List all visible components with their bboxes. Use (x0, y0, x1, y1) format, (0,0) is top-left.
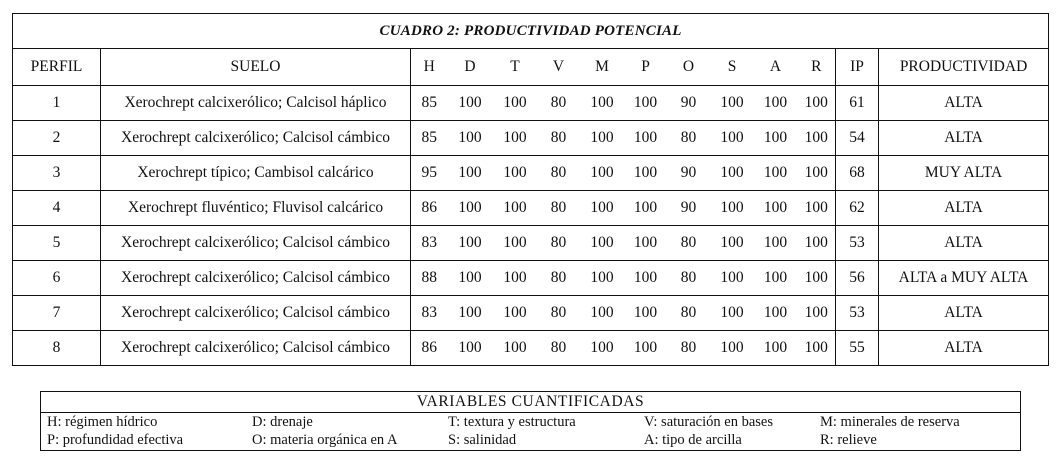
cell-productividad: ALTA (879, 121, 1049, 156)
table-row (13, 86, 1049, 121)
cell-var-value: 100 (798, 191, 836, 226)
cell-var-value: 100 (798, 86, 836, 121)
cell-var-value: 100 (493, 121, 538, 156)
cell-var-value: 100 (448, 331, 493, 366)
cell-var-value: 100 (448, 261, 493, 296)
header-var: H (411, 49, 448, 86)
cell-var-value: 100 (754, 121, 798, 156)
cell-var-value: 100 (625, 261, 667, 296)
cell-var-value: 80 (667, 261, 711, 296)
cell-ip: 53 (836, 296, 879, 331)
cell-ip: 62 (836, 191, 879, 226)
legend-item: T: textura y estructura (448, 414, 576, 430)
header-productividad: PRODUCTIVIDAD (879, 49, 1049, 86)
table-row (13, 296, 1049, 331)
cell-var-value: 100 (625, 296, 667, 331)
cell-var-value: 100 (754, 226, 798, 261)
cell-var-value: 85 (411, 86, 448, 121)
cell-var-value: 100 (798, 226, 836, 261)
cell-ip: 53 (836, 226, 879, 261)
legend-item: P: profundidad efectiva (47, 432, 184, 448)
cell-var-value: 80 (667, 331, 711, 366)
cell-var-value: 100 (580, 156, 625, 191)
cell-var-value: 100 (448, 191, 493, 226)
cell-var-value: 100 (580, 261, 625, 296)
cell-productividad: ALTA (879, 191, 1049, 226)
header-var: T (493, 49, 538, 86)
cell-perfil: 1 (13, 86, 101, 121)
table-row (13, 121, 1049, 156)
cell-suelo: Xerochrept calcixerólico; Calcisol cámbico (101, 331, 411, 366)
table-row (13, 261, 1049, 296)
cell-var-value: 100 (798, 156, 836, 191)
cell-var-value: 80 (667, 226, 711, 261)
cell-var-value: 100 (493, 191, 538, 226)
cell-var-value: 100 (448, 156, 493, 191)
cell-var-value: 100 (754, 191, 798, 226)
cell-var-value: 80 (538, 331, 580, 366)
cell-suelo: Xerochrept típico; Cambisol calcárico (101, 156, 411, 191)
legend-grid (41, 413, 1020, 450)
cell-var-value: 80 (538, 121, 580, 156)
cell-var-value: 100 (580, 86, 625, 121)
cell-productividad: MUY ALTA (879, 156, 1049, 191)
header-var: P (625, 49, 667, 86)
legend-item: O: materia orgánica en A (252, 432, 398, 448)
cell-productividad: ALTA a MUY ALTA (879, 261, 1049, 296)
cell-suelo: Xerochrept calcixerólico; Calcisol cámbico (101, 121, 411, 156)
cell-var-value: 86 (411, 331, 448, 366)
cell-var-value: 100 (580, 121, 625, 156)
cell-var-value: 100 (711, 296, 754, 331)
header-var: S (711, 49, 754, 86)
cell-perfil: 8 (13, 331, 101, 366)
cell-var-value: 100 (448, 121, 493, 156)
table-row (13, 331, 1049, 366)
cell-var-value: 100 (448, 226, 493, 261)
productivity-table (12, 13, 1049, 366)
cell-var-value: 100 (580, 226, 625, 261)
cell-var-value: 100 (493, 226, 538, 261)
cell-perfil: 3 (13, 156, 101, 191)
cell-var-value: 100 (711, 331, 754, 366)
cell-var-value: 90 (667, 191, 711, 226)
cell-var-value: 100 (493, 156, 538, 191)
legend-item: A: tipo de arcilla (644, 432, 742, 448)
cell-var-value: 100 (625, 331, 667, 366)
cell-suelo: Xerochrept calcixerólico; Calcisol cámbico (101, 226, 411, 261)
cell-var-value: 100 (493, 331, 538, 366)
cell-var-value: 100 (625, 156, 667, 191)
header-var: D (448, 49, 493, 86)
table-title: CUADRO 2: PRODUCTIVIDAD POTENCIAL (13, 14, 1049, 49)
table-row (13, 191, 1049, 226)
cell-productividad: ALTA (879, 296, 1049, 331)
cell-ip: 55 (836, 331, 879, 366)
legend-title: VARIABLES CUANTIFICADAS (41, 392, 1020, 413)
cell-perfil: 7 (13, 296, 101, 331)
cell-var-value: 100 (493, 86, 538, 121)
cell-suelo: Xerochrept calcixerólico; Calcisol cámbico (101, 296, 411, 331)
cell-ip: 56 (836, 261, 879, 296)
cell-var-value: 100 (754, 86, 798, 121)
cell-var-value: 100 (754, 296, 798, 331)
table-row (13, 156, 1049, 191)
cell-var-value: 80 (538, 296, 580, 331)
cell-var-value: 90 (667, 86, 711, 121)
cell-var-value: 100 (625, 226, 667, 261)
cell-var-value: 95 (411, 156, 448, 191)
cell-var-value: 100 (580, 191, 625, 226)
cell-suelo: Xerochrept calcixerólico; Calcisol háplico (101, 86, 411, 121)
cell-var-value: 100 (798, 121, 836, 156)
cell-var-value: 86 (411, 191, 448, 226)
cell-var-value: 100 (711, 86, 754, 121)
cell-productividad: ALTA (879, 86, 1049, 121)
cell-productividad: ALTA (879, 331, 1049, 366)
header-var: M (580, 49, 625, 86)
cell-var-value: 80 (538, 261, 580, 296)
cell-var-value: 100 (711, 191, 754, 226)
cell-var-value: 100 (711, 226, 754, 261)
cell-var-value: 80 (667, 296, 711, 331)
cell-var-value: 100 (448, 86, 493, 121)
cell-var-value: 80 (538, 191, 580, 226)
cell-var-value: 100 (711, 156, 754, 191)
cell-perfil: 6 (13, 261, 101, 296)
cell-var-value: 100 (798, 296, 836, 331)
legend-item: M: minerales de reserva (820, 414, 960, 430)
legend-item: R: relieve (820, 432, 877, 448)
cell-suelo: Xerochrept calcixerólico; Calcisol cámbico (101, 261, 411, 296)
cell-var-value: 90 (667, 156, 711, 191)
cell-var-value: 100 (493, 296, 538, 331)
header-ip: IP (836, 49, 879, 86)
cell-var-value: 100 (798, 261, 836, 296)
legend-item: H: régimen hídrico (47, 414, 158, 430)
cell-ip: 68 (836, 156, 879, 191)
cell-var-value: 100 (493, 261, 538, 296)
cell-productividad: ALTA (879, 226, 1049, 261)
header-perfil: PERFIL (13, 49, 101, 86)
header-row (13, 49, 1049, 86)
cell-var-value: 100 (625, 121, 667, 156)
cell-perfil: 4 (13, 191, 101, 226)
cell-var-value: 100 (711, 121, 754, 156)
header-var: V (538, 49, 580, 86)
header-var: O (667, 49, 711, 86)
cell-var-value: 83 (411, 226, 448, 261)
cell-var-value: 80 (538, 86, 580, 121)
cell-var-value: 100 (754, 331, 798, 366)
legend-item: S: salinidad (448, 432, 517, 448)
legend-item: V: saturación en bases (644, 414, 773, 430)
table-row (13, 226, 1049, 261)
legend-item: D: drenaje (252, 414, 313, 430)
cell-perfil: 2 (13, 121, 101, 156)
cell-var-value: 88 (411, 261, 448, 296)
header-suelo: SUELO (101, 49, 411, 86)
cell-var-value: 100 (754, 156, 798, 191)
cell-var-value: 100 (711, 261, 754, 296)
cell-suelo: Xerochrept fluvéntico; Fluvisol calcárico (101, 191, 411, 226)
cell-var-value: 100 (754, 261, 798, 296)
cell-var-value: 100 (580, 331, 625, 366)
cell-var-value: 100 (625, 86, 667, 121)
header-var: R (798, 49, 836, 86)
cell-var-value: 83 (411, 296, 448, 331)
cell-ip: 54 (836, 121, 879, 156)
cell-var-value: 100 (798, 331, 836, 366)
cell-perfil: 5 (13, 226, 101, 261)
cell-var-value: 100 (625, 191, 667, 226)
cell-var-value: 80 (667, 121, 711, 156)
legend-box (40, 391, 1021, 451)
cell-var-value: 80 (538, 226, 580, 261)
cell-var-value: 100 (580, 296, 625, 331)
header-var: A (754, 49, 798, 86)
cell-var-value: 85 (411, 121, 448, 156)
cell-var-value: 80 (538, 156, 580, 191)
cell-var-value: 100 (448, 296, 493, 331)
cell-ip: 61 (836, 86, 879, 121)
